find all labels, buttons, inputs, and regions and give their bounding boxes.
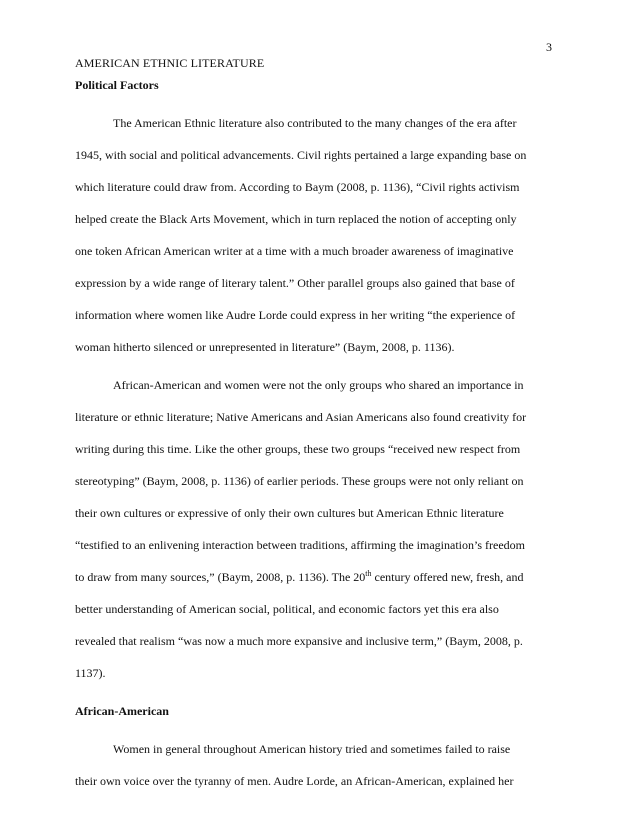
section-heading-african-american: African-American <box>75 704 169 718</box>
paragraph-line: one token African American writer at a time with a much broader awareness of imaginative <box>75 244 514 258</box>
paragraph-line: stereotyping” (Baym, 2008, p. 1136) of earlier periods. These groups were not only reliant on <box>75 474 524 488</box>
paragraph-line: The American Ethnic literature also contributed to the many changes of the era after <box>113 116 517 130</box>
paragraph-line: woman hitherto silenced or unrepresented in literature” (Baym, 2008, p. 1136). <box>75 340 455 354</box>
paragraph-line: expression by a wide range of literary talent.” Other parallel groups also gained that base of <box>75 276 515 290</box>
line-text: century offered new, fresh, and <box>371 570 524 584</box>
superscript-ordinal: th <box>365 569 372 578</box>
paragraph-line: 1137). <box>75 666 106 680</box>
paragraph-line: “testified to an enlivening interaction between traditions, affirming the imagination’s freedom <box>75 538 525 552</box>
paragraph-line: helped create the Black Arts Movement, which in turn replaced the notion of accepting only <box>75 212 517 226</box>
page-number: 3 <box>546 40 552 54</box>
paragraph-line: their own voice over the tyranny of men. Audre Lorde, an African-American, explained her <box>75 774 514 788</box>
paragraph-line: their own cultures or expressive of only their own cultures but American Ethnic literature <box>75 506 504 520</box>
section-heading-political-factors: Political Factors <box>75 78 159 92</box>
paragraph-line: literature or ethnic literature; Native Americans and Asian Americans also found creativity for <box>75 410 527 424</box>
paragraph-line: African-American and women were not the only groups who shared an importance in <box>113 378 524 392</box>
paragraph-line: 1945, with social and political advancements. Civil rights pertained a large expanding base on <box>75 148 527 162</box>
running-head: AMERICAN ETHNIC LITERATURE <box>75 56 265 70</box>
paragraph-line: Women in general throughout American history tried and sometimes failed to raise <box>113 742 511 756</box>
paragraph-line: revealed that realism “was now a much more expansive and inclusive term,” (Baym, 2008, p. <box>75 634 523 648</box>
paragraph-line: better understanding of American social, political, and economic factors yet this era also <box>75 602 499 616</box>
paragraph-line: which literature could draw from. According to Baym (2008, p. 1136), “Civil rights activism <box>75 180 520 194</box>
line-text: to draw from many sources,” (Baym, 2008, p. 1136). The 20 <box>75 570 366 584</box>
paragraph-line: information where women like Audre Lorde could express in her writing “the experience of <box>75 308 516 322</box>
paragraph-line: writing during this time. Like the other groups, these two groups “received new respect from <box>75 442 521 456</box>
paragraph-line <box>75 570 523 584</box>
